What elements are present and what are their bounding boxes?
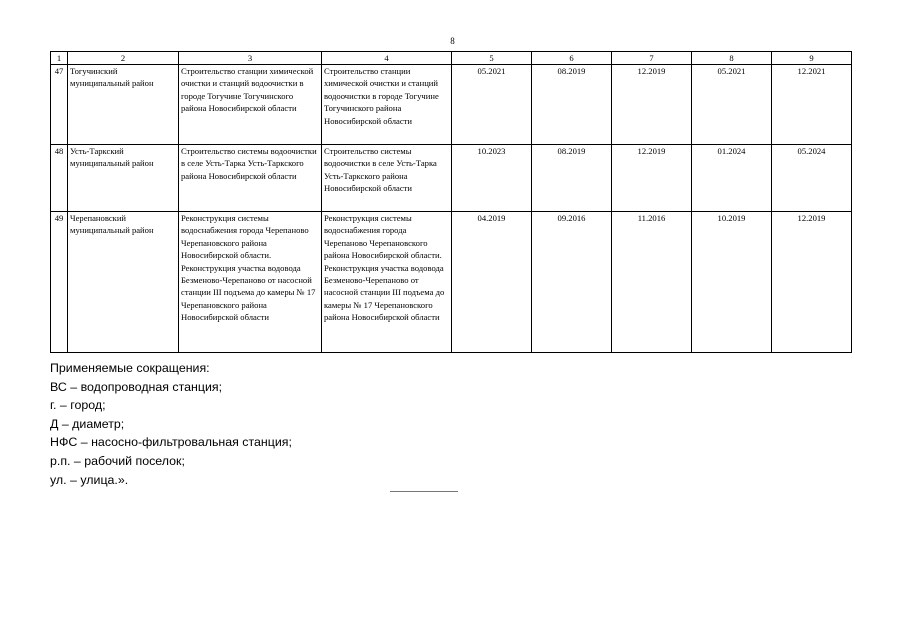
table-row bbox=[51, 65, 852, 145]
date-cell: 10.2023 bbox=[452, 145, 532, 212]
page-number: 8 bbox=[450, 36, 455, 46]
date-cell: 08.2019 bbox=[532, 145, 612, 212]
object-cell: Строительство станции химической очистки и станций водоочистки в городе Тогучине Тогучинского района Новосибирской области bbox=[179, 65, 322, 145]
column-header: 8 bbox=[692, 52, 772, 65]
abbreviation-item: ул. – улица.». bbox=[50, 472, 129, 487]
district-cell: Усть-Таркский муниципальный район bbox=[68, 145, 179, 212]
abbreviation-item: г. – город; bbox=[50, 398, 106, 413]
date-cell: 12.2019 bbox=[772, 212, 852, 353]
date-cell: 01.2024 bbox=[692, 145, 772, 212]
abbreviation-item: Д – диаметр; bbox=[50, 416, 125, 431]
column-header: 9 bbox=[772, 52, 852, 65]
date-cell: 05.2021 bbox=[452, 65, 532, 145]
date-cell: 05.2021 bbox=[692, 65, 772, 145]
column-header: 1 bbox=[51, 52, 68, 65]
abbreviation-item: р.п. – рабочий поселок; bbox=[50, 453, 185, 468]
district-cell: Черепановский муниципальный район bbox=[68, 212, 179, 353]
district-cell: Тогучинский муниципальный район bbox=[68, 65, 179, 145]
column-header: 4 bbox=[322, 52, 452, 65]
abbreviations-list bbox=[50, 359, 292, 489]
object-cell: Строительство системы водоочистки в селе Усть-Тарка Усть-Таркского района Новосибирской области bbox=[322, 145, 452, 212]
date-cell: 11.2016 bbox=[612, 212, 692, 353]
date-cell: 04.2019 bbox=[452, 212, 532, 353]
row-number: 48 bbox=[51, 145, 68, 212]
abbreviations-heading: Применяемые сокращения: bbox=[50, 361, 210, 375]
row-number: 47 bbox=[51, 65, 68, 145]
column-header: 2 bbox=[68, 52, 179, 65]
object-cell: Строительство системы водоочистки в селе Усть-Тарка Усть-Таркского района Новосибирской области bbox=[179, 145, 322, 212]
column-header: 7 bbox=[612, 52, 692, 65]
date-cell: 09.2016 bbox=[532, 212, 612, 353]
object-cell: Реконструкция системы водоснабжения города Черепаново Черепановского района Новосибирской области. Реконструкция участка водовода Безменово-Черепаново от насосной станции III подъема до камеры № 17 Черепановского района Новосибирской области bbox=[179, 212, 322, 353]
end-divider bbox=[390, 491, 458, 492]
table-row bbox=[51, 212, 852, 353]
abbreviation-item: НФС – насосно-фильтровальная станция; bbox=[50, 435, 292, 450]
date-cell: 05.2024 bbox=[772, 145, 852, 212]
date-cell: 10.2019 bbox=[692, 212, 772, 353]
object-cell: Строительство станции химической очистки и станций водоочистки в городе Тогучине Тогучинского района Новосибирской области bbox=[322, 65, 452, 145]
date-cell: 08.2019 bbox=[532, 65, 612, 145]
column-header: 5 bbox=[452, 52, 532, 65]
row-number: 49 bbox=[51, 212, 68, 353]
date-cell: 12.2019 bbox=[612, 65, 692, 145]
abbreviation-item: ВС – водопроводная станция; bbox=[50, 379, 223, 394]
date-cell: 12.2019 bbox=[612, 145, 692, 212]
object-cell: Реконструкция системы водоснабжения города Черепаново Черепановского района Новосибирской области. Реконструкция участка водовода Безменово-Черепаново от насосной станции III подъема до камеры № 17 Черепановского района Новосибирской области bbox=[322, 212, 452, 353]
column-header: 6 bbox=[532, 52, 612, 65]
table-row bbox=[51, 145, 852, 212]
projects-table bbox=[50, 51, 852, 353]
column-header: 3 bbox=[179, 52, 322, 65]
date-cell: 12.2021 bbox=[772, 65, 852, 145]
header-row bbox=[51, 52, 852, 65]
